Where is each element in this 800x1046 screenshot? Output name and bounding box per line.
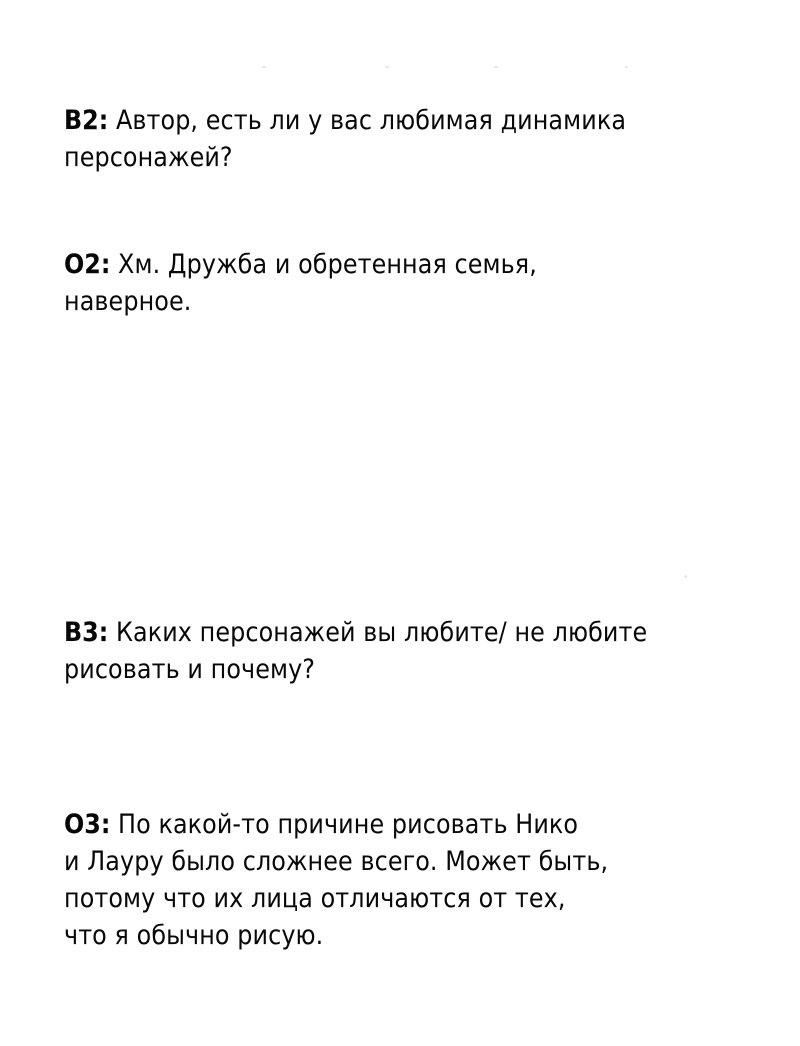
scan-speck [494,66,498,68]
question-tag: В2: [64,105,109,136]
qa-line: наверное. [64,286,192,317]
qa-block-question-2 [64,102,764,176]
qa-line: потому что их лица отличаются от тех, [64,883,566,914]
qa-block-answer-3 [64,806,764,954]
scan-speck [625,66,628,68]
qa-line-text: Автор, есть ли у вас любимая динамика [108,105,627,136]
question-tag: В3: [64,617,109,648]
qa-line-text: По какой-то причине рисовать Нико [110,809,579,840]
qa-block-answer-2 [64,246,764,320]
qa-line: рисовать и почему? [64,654,316,685]
qa-line: и Лауру было сложнее всего. Может быть, [64,846,609,877]
scan-speck [385,66,389,68]
qa-line [64,102,764,139]
qa-line [64,806,764,843]
answer-tag: О3: [64,809,111,840]
qa-line-text: Каких персонажей вы любите/ не любите [108,617,648,648]
qa-line [64,246,764,283]
qa-line-text: Хм. Дружба и обретенная семья, [110,249,537,280]
scan-speck [684,575,687,578]
qa-line: что я обычно рисую. [64,920,324,951]
answer-tag: О2: [64,249,111,280]
qa-line: персонажей? [64,142,233,173]
qa-line [64,614,764,651]
qa-block-question-3 [64,614,764,688]
scan-speck [262,66,266,68]
